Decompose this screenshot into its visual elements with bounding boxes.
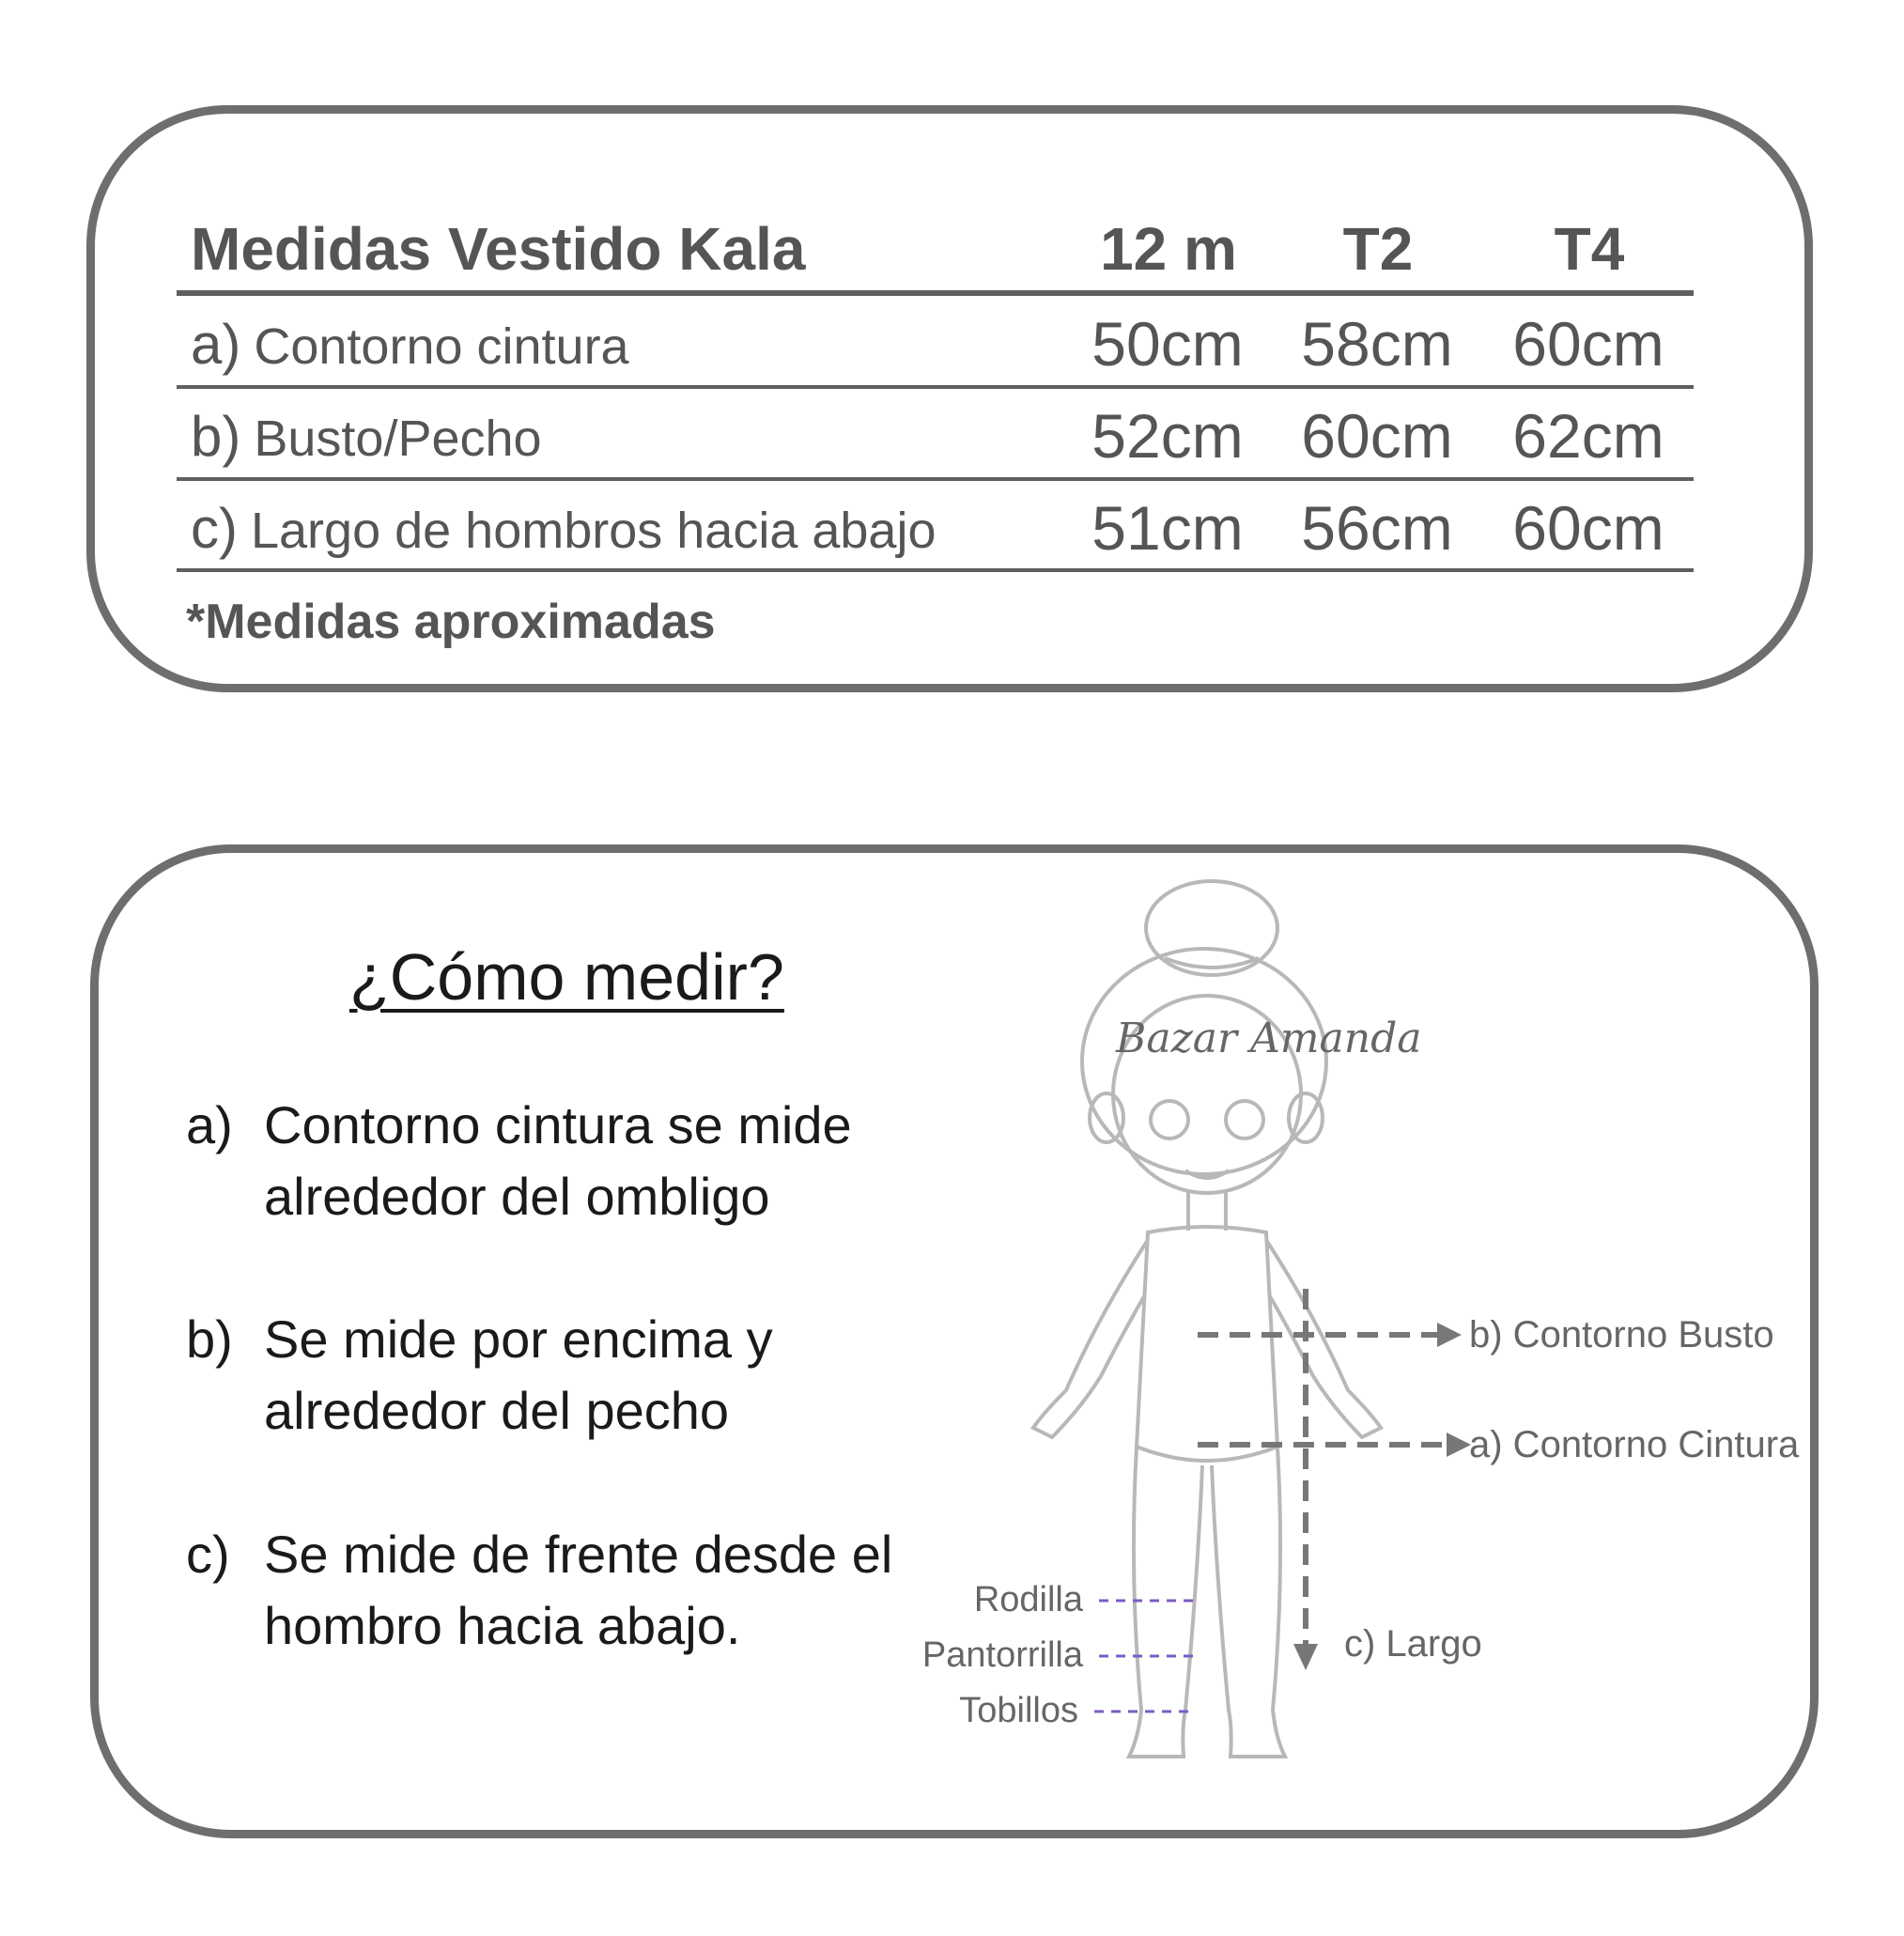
arm-left <box>1033 1240 1148 1437</box>
table-cell: 50cm <box>1091 309 1244 379</box>
length-label: c) Largo <box>1344 1623 1482 1665</box>
table-cell: 60cm <box>1512 309 1664 379</box>
header-rule <box>177 290 1694 296</box>
table-row-waist-label <box>191 312 629 377</box>
waist-label: a) Contorno Cintura <box>1469 1424 1800 1465</box>
waist-arrow-icon <box>1447 1433 1471 1457</box>
row-rule <box>177 385 1694 389</box>
table-cell: 56cm <box>1301 493 1453 563</box>
instruction-letter: a) <box>186 1095 233 1154</box>
table-cell: 58cm <box>1301 309 1453 379</box>
leg-right <box>1212 1447 1285 1757</box>
row-rule <box>177 477 1694 481</box>
eye-left <box>1151 1101 1188 1138</box>
row-label-text: Contorno cintura <box>254 318 629 375</box>
row-rule <box>177 568 1694 572</box>
row-letter: c) <box>191 497 238 560</box>
column-header-12m: 12 m <box>1100 215 1237 283</box>
bun-band <box>1165 958 1259 968</box>
calf-label: Pantorrilla <box>921 1635 1083 1675</box>
child-outline <box>1033 881 1381 1757</box>
row-label-text: Largo de hombros hacia abajo <box>250 503 937 559</box>
table-cell: 52cm <box>1091 401 1244 471</box>
table-cell: 51cm <box>1091 493 1244 563</box>
column-header-t4: T4 <box>1554 215 1625 283</box>
ear-right <box>1289 1093 1323 1142</box>
eye-right <box>1226 1101 1263 1138</box>
watermark: Bazar Amanda <box>1116 1014 1422 1062</box>
torso <box>1137 1227 1277 1461</box>
row-label-text: Busto/Pecho <box>254 410 542 467</box>
table-cell: 60cm <box>1301 401 1453 471</box>
row-letter: b) <box>191 405 241 468</box>
instruction-length: Se mide de frente desde el hombro hacia abajo. <box>264 1525 893 1655</box>
instruction-letter: c) <box>186 1525 230 1584</box>
child-figure-diagram <box>883 864 1822 1804</box>
instruction-letter: b) <box>186 1309 233 1369</box>
column-header-t2: T2 <box>1342 215 1414 283</box>
row-letter: a) <box>191 313 241 376</box>
table-row-length-label <box>191 496 937 561</box>
bust-arrow-icon <box>1437 1323 1462 1347</box>
instruction-waist: Contorno cintura se mide alrededor del ombligo <box>264 1095 852 1226</box>
body-part-marks <box>1094 1601 1195 1711</box>
table-cell: 62cm <box>1512 401 1664 471</box>
measurement-lines <box>1198 1289 1447 1649</box>
ear-left <box>1090 1093 1123 1142</box>
table-row-bust-label <box>191 404 542 469</box>
neck <box>1188 1191 1226 1231</box>
table-cell: 60cm <box>1512 493 1664 563</box>
arm-right <box>1266 1240 1381 1437</box>
bust-label: b) Contorno Busto <box>1469 1314 1774 1355</box>
approximate-note: *Medidas aproximadas <box>186 595 716 649</box>
instruction-bust: Se mide por encima y alrededor del pecho <box>264 1309 773 1440</box>
ankle-label: Tobillos <box>959 1691 1078 1730</box>
table-title: Medidas Vestido Kala <box>191 215 806 283</box>
knee-label: Rodilla <box>973 1580 1083 1619</box>
how-to-title: ¿Cómo medir? <box>349 940 784 1014</box>
length-arrow-icon <box>1293 1644 1318 1670</box>
